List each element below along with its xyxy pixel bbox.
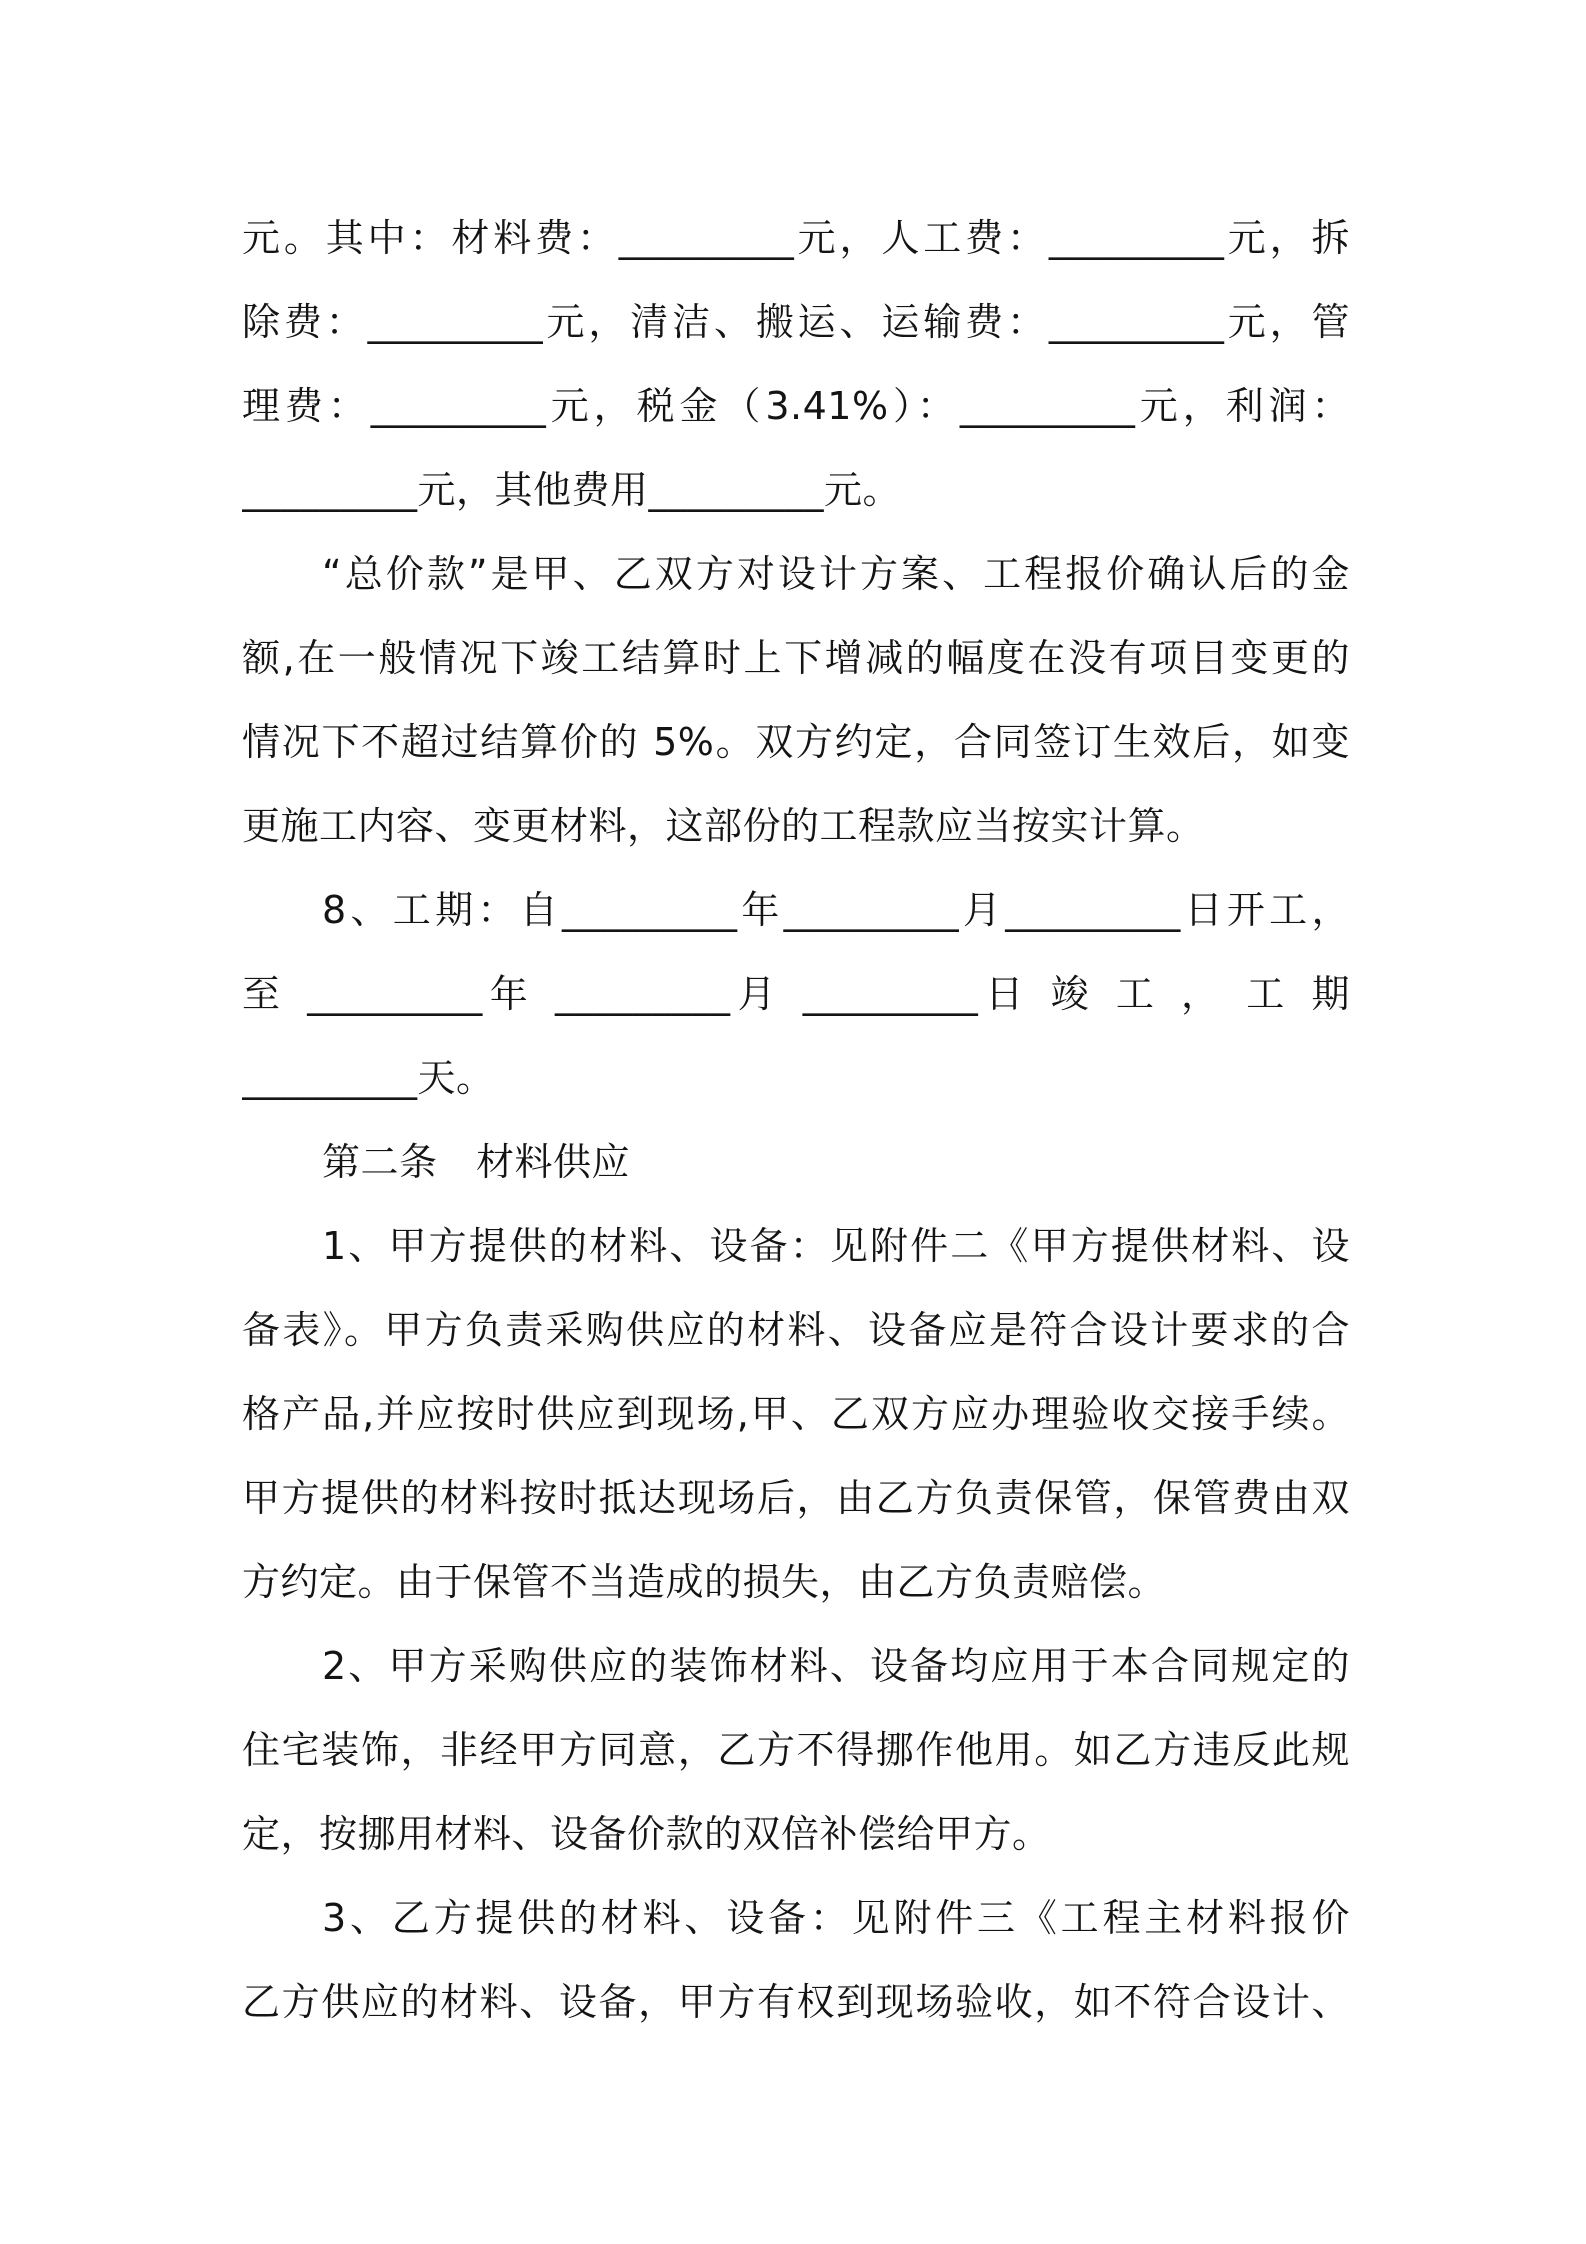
text-line: 住宅装饰，非经甲方同意，乙方不得挪作他用。如乙方违反此规: [242, 1728, 1350, 1772]
document-body: [242, 196, 1350, 2044]
text-line: _________元，其他费用_________元。: [242, 468, 902, 512]
text-line: 定，按挪用材料、设备价款的双倍补偿给甲方。: [242, 1812, 1051, 1856]
text-line: “总价款”是甲、乙双方对设计方案、工程报价确认后的金: [322, 552, 1350, 596]
text-line: 更施工内容、变更材料，这部份的工程款应当按实计算。: [242, 804, 1205, 848]
text-line: 备表》。甲方负责采购供应的材料、设备应是符合设计要求的合: [242, 1308, 1350, 1352]
text-line: 1、甲方提供的材料、设备：见附件二《甲方提供材料、设: [322, 1224, 1350, 1268]
text-line: 3、乙方提供的材料、设备：见附件三《工程主材料报价: [322, 1896, 1350, 1940]
text-line: _________天。: [242, 1056, 495, 1100]
text-line: 除费：_________元，清洁、搬运、运输费：_________元，管: [242, 300, 1350, 344]
text-line: 理费：_________元，税金（3.41%）：_________元，利润：: [242, 384, 1350, 428]
text-line: 甲方提供的材料按时抵达现场后，由乙方负责保管，保管费由双: [242, 1476, 1350, 1520]
text-line: 方约定。由于保管不当造成的损失，由乙方负责赔偿。: [242, 1560, 1167, 1604]
text-line: 元。其中：材料费：_________元，人工费：_________元，拆: [242, 216, 1350, 260]
text-line: 至 _________年 _________月 _________日 竣 工 ， 工 期: [242, 972, 1350, 1016]
text-line: 额,在一般情况下竣工结算时上下增减的幅度在没有项目变更的: [242, 636, 1350, 680]
text-line: 格产品,并应按时供应到现场,甲、乙双方应办理验收交接手续。: [242, 1392, 1350, 1436]
text-line: 8、工期：自_________年_________月_________日开工，: [322, 888, 1350, 932]
section-heading: 第二条 材料供应: [322, 1140, 631, 1184]
text-line: 2、甲方采购供应的装饰材料、设备均应用于本合同规定的: [322, 1644, 1350, 1688]
text-line: 乙方供应的材料、设备，甲方有权到现场验收，如不符合设计、: [242, 1980, 1350, 2024]
text-line: 情况下不超过结算价的 5%。双方约定，合同签订生效后，如变: [242, 720, 1350, 764]
